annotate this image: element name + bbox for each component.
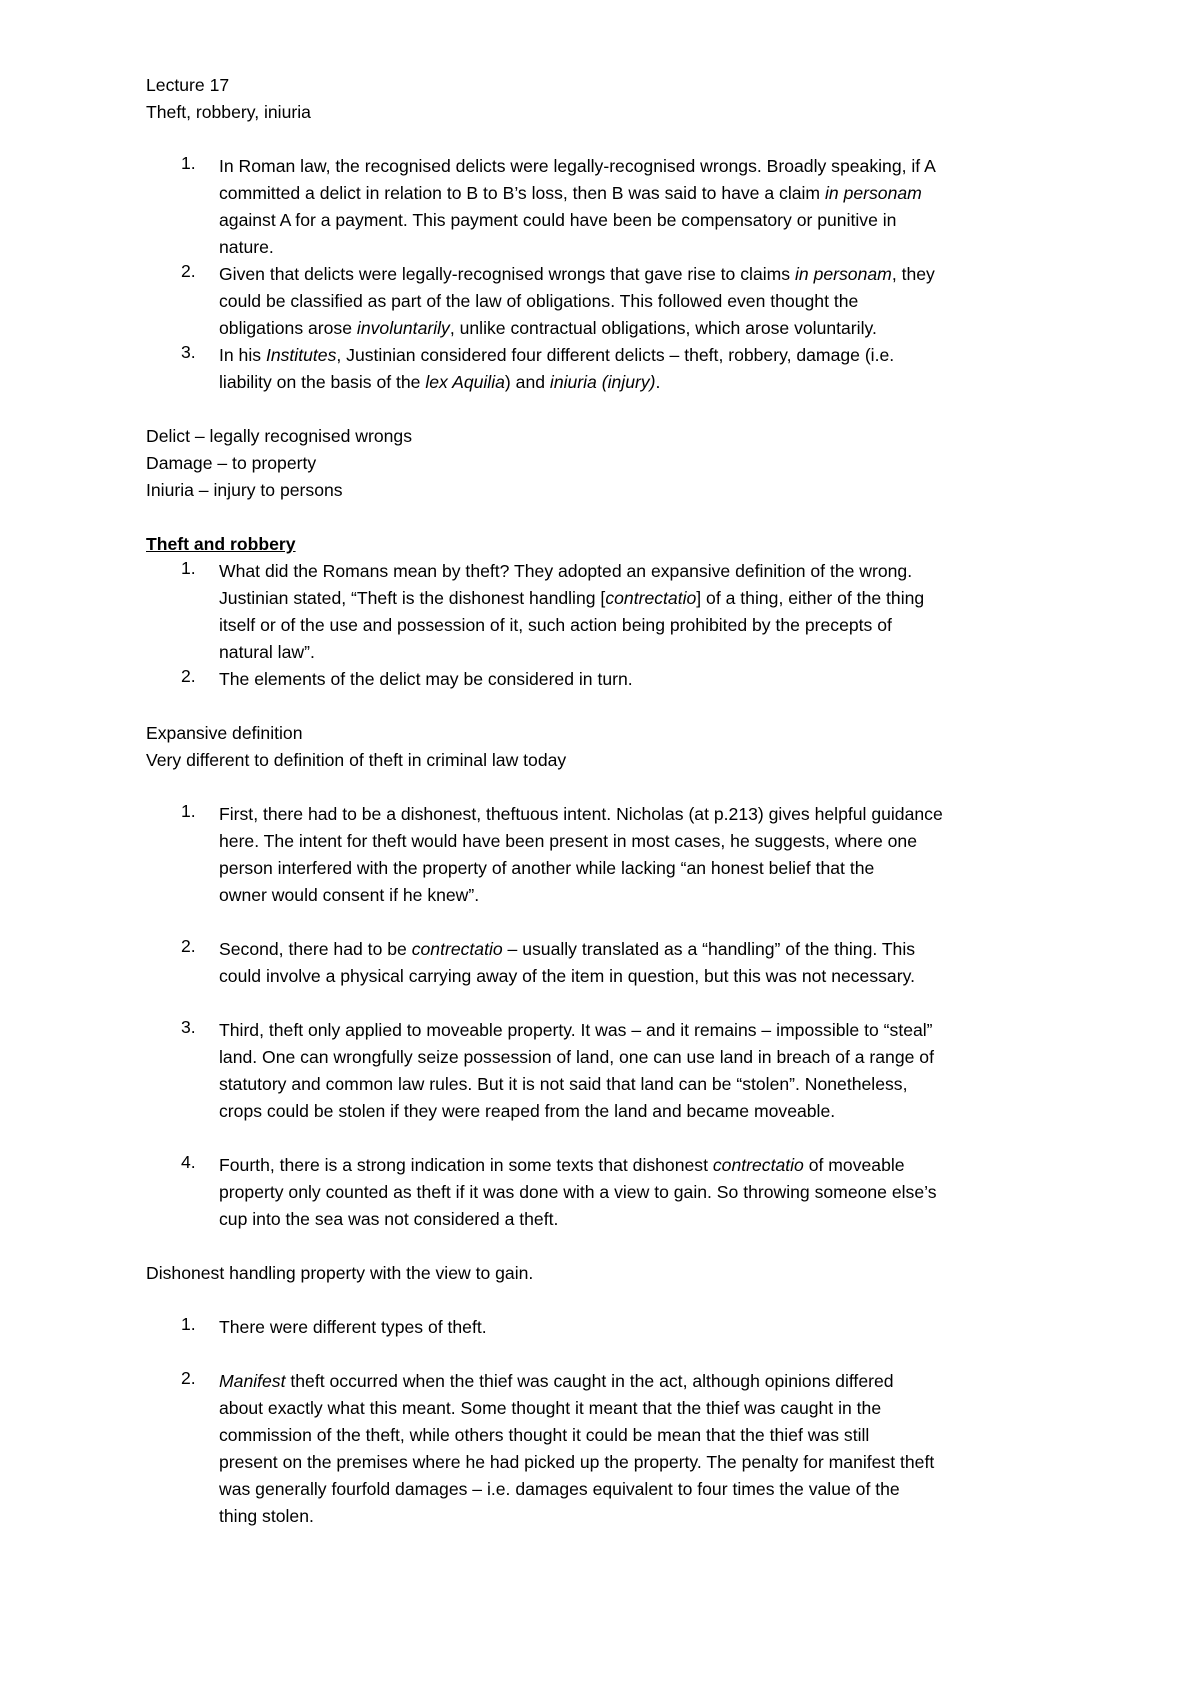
paragraph-line: Given that delicts were legally-recognised wrongs that gave rise to claims in personam, they bbox=[219, 264, 935, 284]
paragraph-line: owner would consent if he knew”. bbox=[219, 885, 480, 905]
list-number: 1. bbox=[181, 153, 196, 173]
list-number: 2. bbox=[181, 1368, 196, 1388]
paragraph-line: committed a delict in relation to B to B’s loss, then B was said to have a claim in personam bbox=[219, 183, 922, 203]
paragraph-line: In his Institutes, Justinian considered four different delicts – theft, robbery, damage (i.e. bbox=[219, 345, 895, 365]
paragraph-line: commission of the theft, while others thought it could be mean that the thief was still bbox=[219, 1425, 870, 1445]
paragraph-line: person interfered with the property of another while lacking “an honest belief that the bbox=[219, 858, 875, 878]
list-item bbox=[146, 1314, 1066, 1341]
paragraph-line: here. The intent for theft would have been present in most cases, he suggests, where one bbox=[219, 831, 917, 851]
list-item bbox=[146, 558, 1066, 666]
theft-types-list bbox=[146, 1314, 1066, 1530]
paragraph-line: Second, there had to be contrectatio – usually translated as a “handling” of the thing. This bbox=[219, 939, 916, 959]
note-criminal-law: Very different to definition of theft in criminal law today bbox=[146, 750, 567, 770]
list-number: 1. bbox=[181, 558, 196, 578]
paragraph-line: First, there had to be a dishonest, theftuous intent. Nicholas (at p.213) gives helpful guidance bbox=[219, 804, 943, 824]
intro-list bbox=[146, 153, 1066, 396]
list-item bbox=[146, 1017, 1066, 1125]
paragraph-line: thing stolen. bbox=[219, 1506, 314, 1526]
list-number: 1. bbox=[181, 1314, 196, 1334]
list-item bbox=[146, 1368, 1066, 1530]
paragraph-line: was generally fourfold damages – i.e. damages equivalent to four times the value of the bbox=[219, 1479, 900, 1499]
list-number: 3. bbox=[181, 342, 196, 362]
theft-definition-list bbox=[146, 558, 1066, 693]
list-item bbox=[146, 342, 1066, 396]
list-number: 2. bbox=[181, 261, 196, 281]
document-page bbox=[146, 72, 1066, 1530]
paragraph-line: land. One can wrongfully seize possession of land, one can use land in breach of a range of bbox=[219, 1047, 934, 1067]
note-delict: Delict – legally recognised wrongs bbox=[146, 426, 412, 446]
list-number: 2. bbox=[181, 666, 196, 686]
paragraph-line: liability on the basis of the lex Aquilia) and iniuria (injury). bbox=[219, 372, 661, 392]
note-damage: Damage – to property bbox=[146, 453, 317, 473]
note-iniuria: Iniuria – injury to persons bbox=[146, 480, 343, 500]
paragraph-line: In Roman law, the recognised delicts were legally-recognised wrongs. Broadly speaking, if A bbox=[219, 156, 936, 176]
lecture-title: Theft, robbery, iniuria bbox=[146, 102, 311, 122]
paragraph-line: Manifest theft occurred when the thief was caught in the act, although opinions differed bbox=[219, 1371, 894, 1391]
list-number: 4. bbox=[181, 1152, 196, 1172]
paragraph-line: obligations arose involuntarily, unlike contractual obligations, which arose voluntarily. bbox=[219, 318, 877, 338]
section-heading-theft-robbery: Theft and robbery bbox=[146, 534, 296, 554]
paragraph-line: statutory and common law rules. But it is not said that land can be “stolen”. Nonetheless, bbox=[219, 1074, 908, 1094]
list-item bbox=[146, 801, 1066, 909]
paragraph-line: Fourth, there is a strong indication in some texts that dishonest contrectatio of moveable bbox=[219, 1155, 905, 1175]
paragraph-line: What did the Romans mean by theft? They adopted an expansive definition of the wrong. bbox=[219, 561, 913, 581]
paragraph-line: property only counted as theft if it was done with a view to gain. So throwing someone else’s bbox=[219, 1182, 937, 1202]
lecture-number: Lecture 17 bbox=[146, 75, 230, 95]
note-expansive-definition: Expansive definition bbox=[146, 723, 303, 743]
paragraph-line: against A for a payment. This payment could have been be compensatory or punitive in bbox=[219, 210, 897, 230]
list-number: 3. bbox=[181, 1017, 196, 1037]
list-number: 1. bbox=[181, 801, 196, 821]
paragraph-line: could be classified as part of the law of obligations. This followed even thought the bbox=[219, 291, 859, 311]
list-item bbox=[146, 936, 1066, 990]
paragraph-line: itself or of the use and possession of it, such action being prohibited by the precepts of bbox=[219, 615, 892, 635]
paragraph-line: nature. bbox=[219, 237, 274, 257]
list-number: 2. bbox=[181, 936, 196, 956]
paragraph-line: Justinian stated, “Theft is the dishonest handling [contrectatio] of a thing, either of the thing bbox=[219, 588, 925, 608]
paragraph-line: The elements of the delict may be considered in turn. bbox=[219, 669, 633, 689]
list-item bbox=[146, 261, 1066, 342]
paragraph-line: Third, theft only applied to moveable property. It was – and it remains – impossible to “steal” bbox=[219, 1020, 933, 1040]
paragraph-line: present on the premises where he had picked up the property. The penalty for manifest theft bbox=[219, 1452, 935, 1472]
paragraph-line: could involve a physical carrying away of the item in question, but this was not necessary. bbox=[219, 966, 915, 986]
list-item bbox=[146, 1152, 1066, 1233]
paragraph-line: natural law”. bbox=[219, 642, 315, 662]
theft-elements-list bbox=[146, 801, 1066, 1233]
paragraph-line: about exactly what this meant. Some thought it meant that the thief was caught in the bbox=[219, 1398, 882, 1418]
paragraph-line: crops could be stolen if they were reaped from the land and became moveable. bbox=[219, 1101, 836, 1121]
list-item bbox=[146, 153, 1066, 261]
list-item bbox=[146, 666, 1066, 693]
paragraph-line: There were different types of theft. bbox=[219, 1317, 487, 1337]
paragraph-line: cup into the sea was not considered a theft. bbox=[219, 1209, 559, 1229]
note-dishonest-handling: Dishonest handling property with the view to gain. bbox=[146, 1263, 534, 1283]
